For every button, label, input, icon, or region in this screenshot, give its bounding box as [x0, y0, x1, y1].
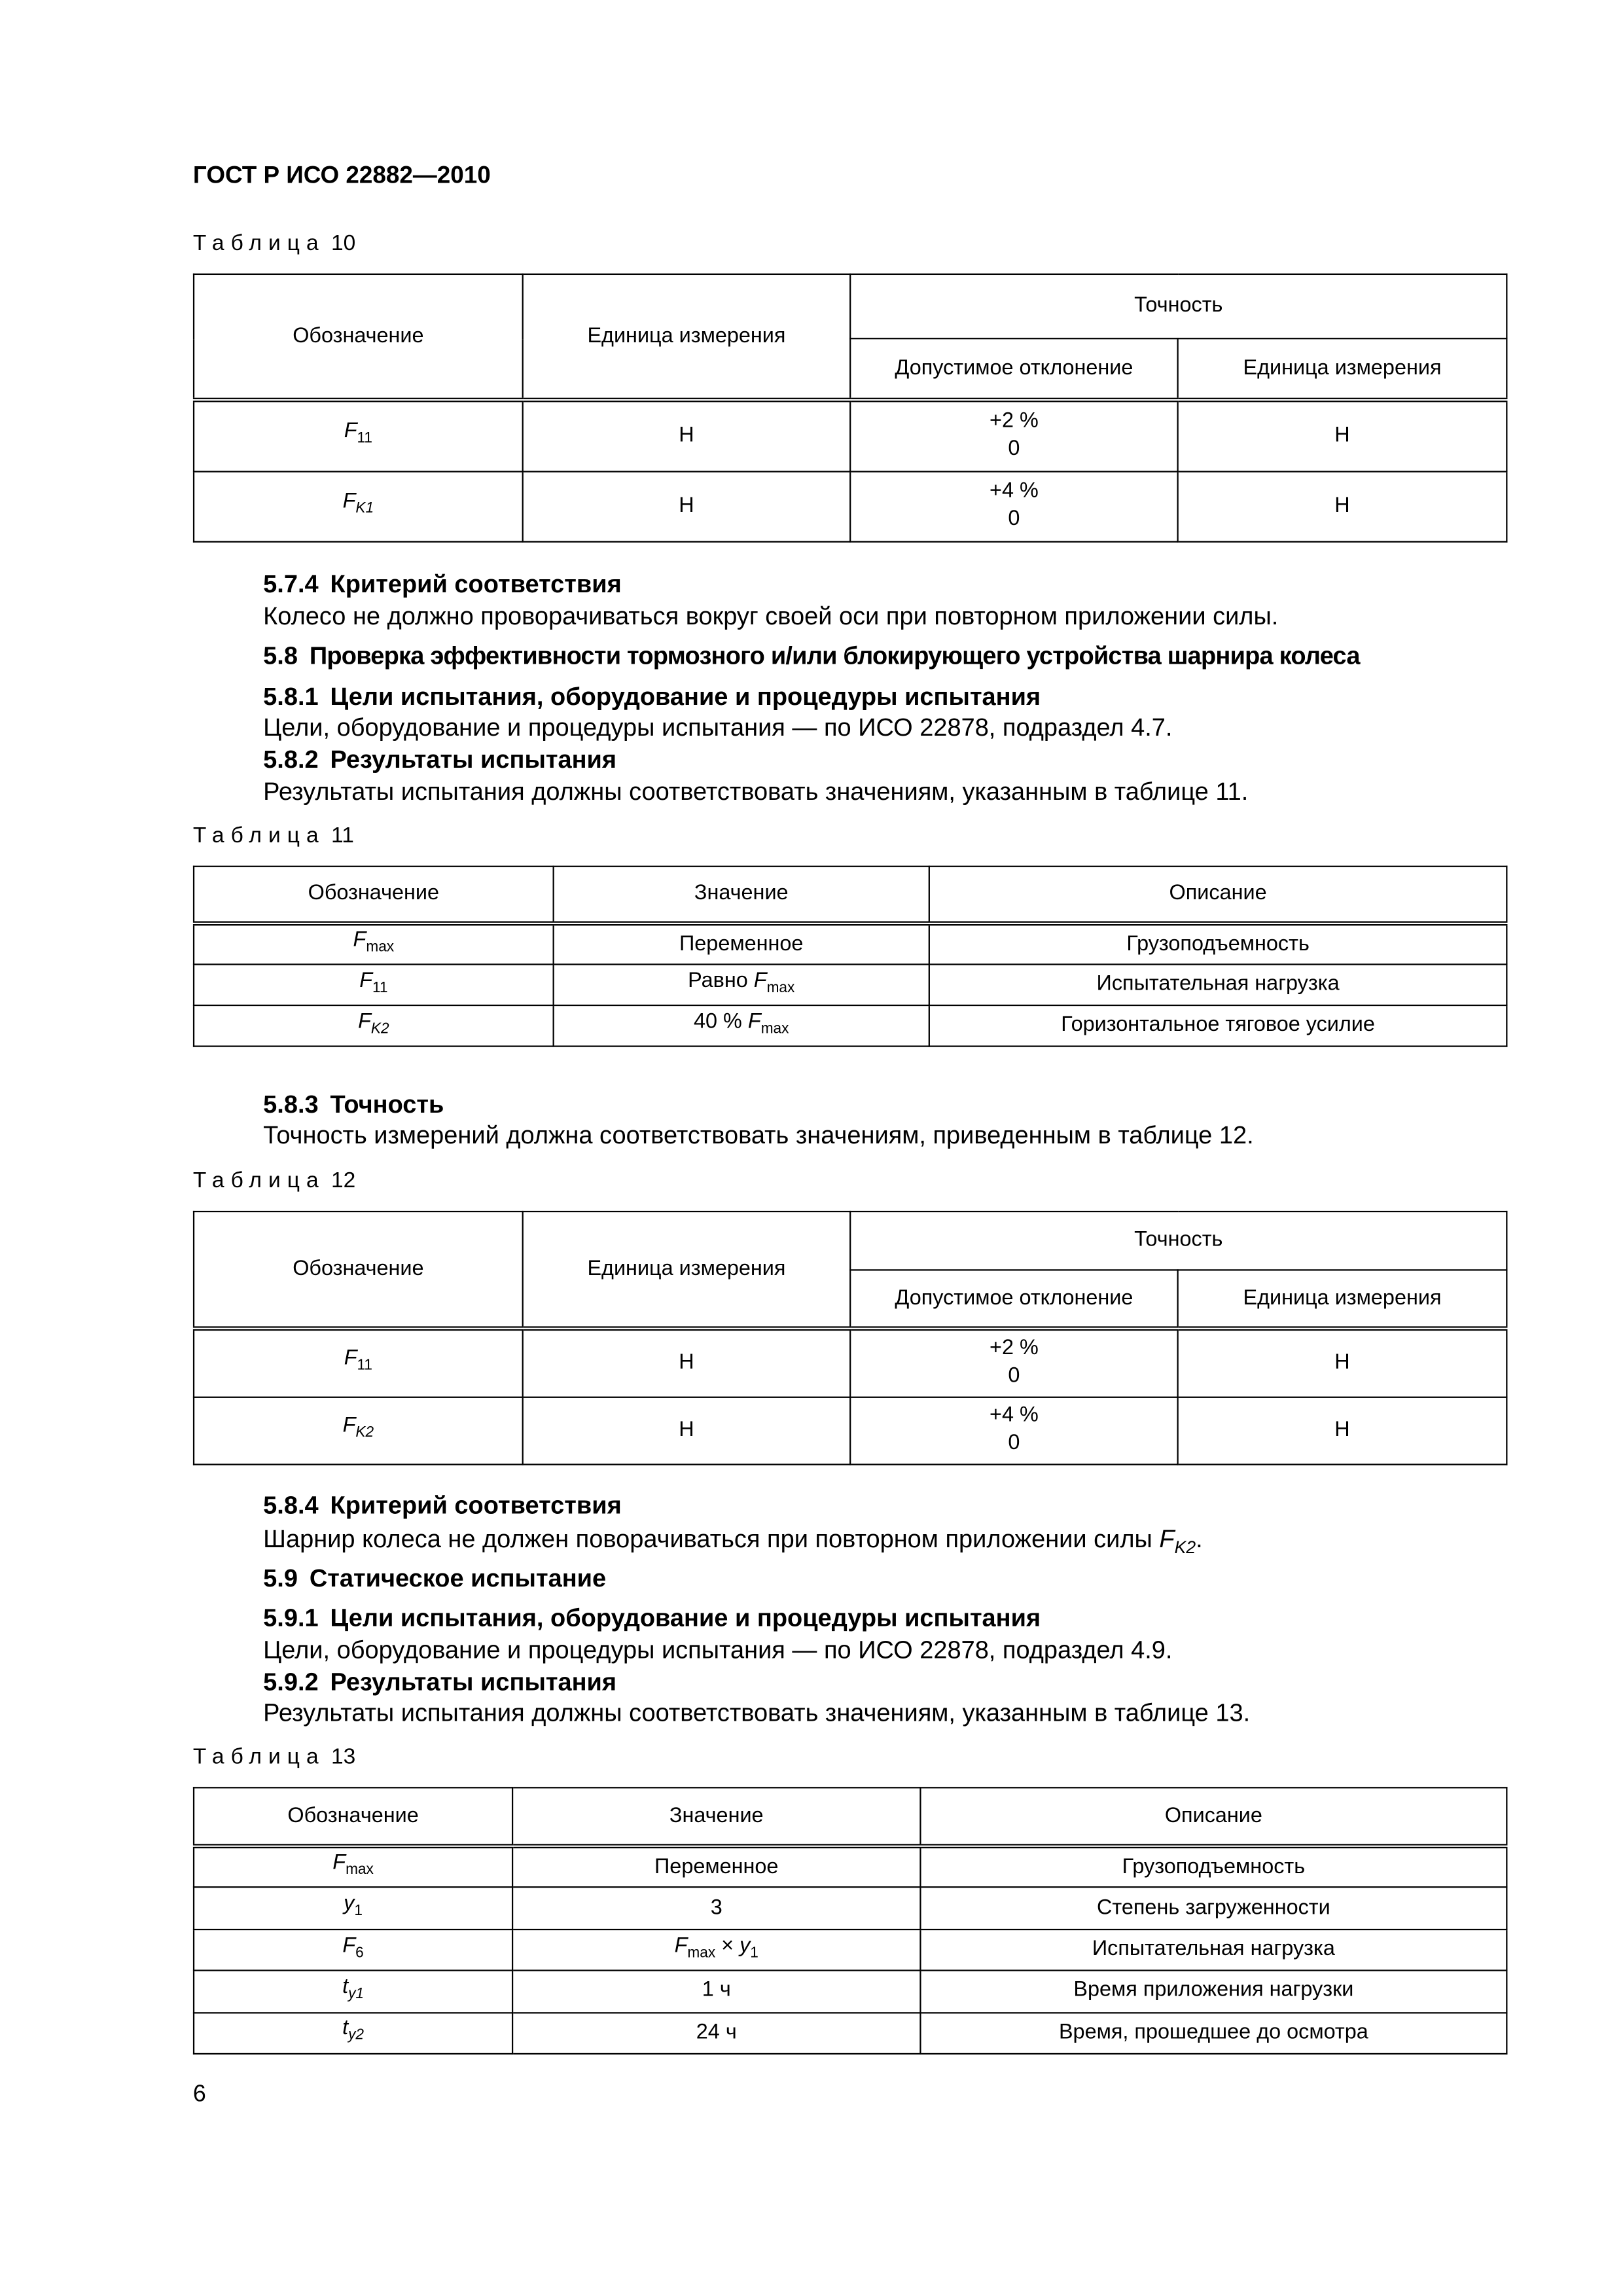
tolerance-line: 0 — [1008, 507, 1020, 531]
cell-text-segment: F — [332, 1852, 346, 1876]
table-row — [194, 1329, 1507, 1397]
accuracy-unit-cell: Н — [1178, 1329, 1507, 1397]
section-5-9-1-text: Цели, оборудование и процедуры испытания — по ИСО 22878, подраздел 4.9. — [263, 1636, 1173, 1664]
page-number: 6 — [192, 2082, 206, 2108]
header-value: Значение — [554, 867, 929, 924]
header-row — [194, 274, 1507, 338]
cell-text-segment: 1 ч — [702, 1979, 731, 2003]
symbol-cell — [194, 400, 523, 471]
section-5-8-1-heading: 5.8.1 Цели испытания, оборудование и процедуры испытания — [263, 683, 1041, 711]
header-symbol: Обозначение — [194, 1211, 523, 1329]
cell-text-segment: max — [346, 1863, 374, 1879]
cell-text-segment: max — [760, 1021, 789, 1037]
cell-text-segment: 11 — [372, 980, 388, 997]
tolerance-cell — [850, 400, 1177, 471]
tolerance-line: +4 % — [990, 1404, 1039, 1428]
header-description: Описание — [929, 867, 1507, 924]
cell-text-segment: max — [366, 940, 395, 956]
cell-text-segment: F — [359, 969, 372, 993]
document-header: ГОСТ Р ИСО 22882—2010 — [192, 162, 491, 189]
cell-text-segment: 11 — [357, 431, 373, 448]
section-5-8-2-text: Результаты испытания должны соответствовать значениям, указанным в таблице 11. — [263, 778, 1249, 806]
header-symbol: Обозначение — [194, 1787, 512, 1846]
value-cell — [512, 1971, 920, 2012]
header-accuracy: Точность — [850, 1211, 1507, 1270]
table-10 — [193, 274, 1508, 543]
symbol-cell — [194, 964, 554, 1005]
unit-cell: Н — [523, 1329, 850, 1397]
description-cell: Время, прошедшее до осмотра — [920, 2012, 1507, 2053]
value-cell — [554, 924, 929, 965]
unit-cell: Н — [523, 1397, 850, 1465]
table-row — [194, 1971, 1507, 2012]
cell-text-segment: 6 — [355, 1945, 364, 1962]
cell-text-segment: F — [747, 1010, 761, 1033]
header-description: Описание — [920, 1787, 1507, 1846]
table-row — [194, 1888, 1507, 1929]
section-5-8-3-heading: 5.8.3 Точность — [263, 1090, 444, 1119]
symbol-cell — [194, 2012, 512, 2053]
description-cell: Горизонтальное тяговое усилие — [929, 1005, 1507, 1047]
section-5-9-heading: 5.9 Статическое испытание — [263, 1564, 607, 1593]
value-cell — [512, 2012, 920, 2053]
description-cell: Время приложения нагрузки — [920, 1971, 1507, 2012]
header-unit: Единица измерения — [523, 274, 850, 400]
table-row — [194, 1397, 1507, 1465]
cell-text-segment: Равно — [688, 969, 754, 993]
symbol-cell — [194, 924, 554, 965]
cell-text-segment: y2 — [348, 2028, 365, 2045]
cell-text-segment: 11 — [357, 1358, 373, 1375]
cell-text-segment: F — [342, 1934, 356, 1958]
symbol-cell — [194, 1397, 523, 1465]
symbol-cell — [194, 1888, 512, 1929]
section-5-8-heading: 5.8 Проверка эффективности тормозного и/или блокирующего устройства шарнира колеса — [263, 641, 1360, 670]
cell-text-segment: 40 % — [694, 1010, 748, 1033]
cell-text-segment: K2 — [370, 1021, 389, 1037]
table-11-caption: Таблица 11 — [192, 823, 354, 848]
table-13-caption: Таблица 13 — [192, 1744, 356, 1770]
cell-text-segment: y1 — [348, 1986, 365, 2003]
section-5-8-2-heading: 5.8.2 Результаты испытания — [263, 745, 617, 774]
description-cell: Испытательная нагрузка — [929, 964, 1507, 1005]
section-5-7-4-text: Колесо не должно проворачиваться вокруг своей оси при повторном приложении силы. — [263, 602, 1279, 630]
cell-text-segment: max — [766, 980, 795, 997]
symbol-cell — [194, 1846, 512, 1888]
tolerance-line: +2 % — [990, 410, 1039, 433]
cell-text-segment: t — [342, 1975, 349, 2000]
cell-text-segment: K1 — [355, 501, 374, 518]
cell-text-segment: Переменное — [654, 1855, 779, 1879]
header-row — [194, 867, 1507, 924]
cell-text-segment: t — [342, 2017, 349, 2041]
header-accuracy-unit: Единица измерения — [1178, 338, 1507, 400]
accuracy-unit-cell: Н — [1178, 400, 1507, 471]
table-row — [194, 964, 1507, 1005]
table-row — [194, 1929, 1507, 1971]
table-row — [194, 471, 1507, 541]
cell-text-segment: y — [740, 1934, 751, 1958]
table-row — [194, 400, 1507, 471]
description-cell: Грузоподъемность — [929, 924, 1507, 965]
tolerance-line: 0 — [1008, 437, 1020, 461]
cell-text-segment: F — [344, 1347, 357, 1371]
table-13 — [193, 1787, 1508, 2054]
unit-cell: Н — [523, 471, 850, 541]
section-5-8-3-text: Точность измерений должна соответствовать значениям, приведенным в таблице 12. — [263, 1121, 1254, 1150]
section-5-8-4-text: Шарнир колеса не должен поворачиваться при повторном приложении силы $F_{K2}$. — [263, 1525, 1203, 1558]
symbol-cell — [194, 1929, 512, 1971]
cell-text-segment: Переменное — [679, 932, 804, 956]
section-5-9-1-heading: 5.9.1 Цели испытания, оборудование и процедуры испытания — [263, 1604, 1041, 1632]
symbol-cell — [194, 1005, 554, 1047]
table-12 — [193, 1211, 1508, 1465]
value-cell — [554, 1005, 929, 1047]
cell-text-segment: F — [358, 1010, 371, 1033]
description-cell: Испытательная нагрузка — [920, 1929, 1507, 1971]
table-11 — [193, 866, 1508, 1047]
header-unit: Единица измерения — [523, 1211, 850, 1329]
symbol-cell — [194, 1971, 512, 2012]
table-12-caption: Таблица 12 — [192, 1168, 356, 1194]
cell-text-segment: F — [342, 490, 356, 514]
description-cell: Степень загруженности — [920, 1888, 1507, 1929]
description-cell: Грузоподъемность — [920, 1846, 1507, 1888]
section-5-7-4-heading: 5.7.4 Критерий соответствия — [263, 570, 622, 598]
cell-text-segment: K2 — [355, 1426, 374, 1442]
tolerance-cell — [850, 1397, 1177, 1465]
section-5-8-1-text: Цели, оборудование и процедуры испытания — по ИСО 22878, подраздел 4.7. — [263, 713, 1173, 742]
table-row — [194, 1846, 1507, 1888]
section-5-9-2-heading: 5.9.2 Результаты испытания — [263, 1668, 617, 1696]
cell-text-segment: y — [344, 1892, 355, 1916]
cell-text-segment: 1 — [354, 1903, 363, 1920]
cell-text-segment: F — [674, 1934, 688, 1958]
cell-text-segment: max — [687, 1945, 716, 1962]
symbol-cell — [194, 471, 523, 541]
cell-text-segment: F — [342, 1414, 356, 1439]
header-symbol: Обозначение — [194, 867, 554, 924]
header-row — [194, 1211, 1507, 1270]
cell-text-segment: 3 — [710, 1895, 722, 1920]
header-tolerance: Допустимое отклонение — [850, 1270, 1177, 1328]
cell-text-segment: F — [344, 420, 357, 444]
cell-text-segment: F — [753, 969, 767, 993]
value-cell — [554, 964, 929, 1005]
cell-text-segment: 1 — [750, 1945, 758, 1962]
cell-text-segment: F — [353, 929, 366, 952]
header-accuracy: Точность — [850, 274, 1507, 338]
header-tolerance: Допустимое отклонение — [850, 338, 1177, 400]
tolerance-line: +4 % — [990, 480, 1039, 504]
tolerance-line: 0 — [1008, 1431, 1020, 1456]
tolerance-line: +2 % — [990, 1336, 1039, 1361]
header-symbol: Обозначение — [194, 274, 523, 400]
header-value: Значение — [512, 1787, 920, 1846]
table-row — [194, 2012, 1507, 2053]
accuracy-unit-cell: Н — [1178, 1397, 1507, 1465]
header-row — [194, 1787, 1507, 1846]
value-cell — [512, 1846, 920, 1888]
header-accuracy-unit: Единица измерения — [1178, 1270, 1507, 1328]
tolerance-line: 0 — [1008, 1365, 1020, 1388]
accuracy-unit-cell: Н — [1178, 471, 1507, 541]
table-row — [194, 1005, 1507, 1047]
value-cell — [512, 1929, 920, 1971]
cell-text-segment: 24 ч — [696, 2020, 737, 2044]
section-5-8-4-heading: 5.8.4 Критерий соответствия — [263, 1491, 622, 1520]
section-5-9-2-text: Результаты испытания должны соответствовать значениям, указанным в таблице 13. — [263, 1699, 1251, 1727]
tolerance-cell — [850, 1329, 1177, 1397]
table-10-caption: Таблица 10 — [192, 231, 356, 256]
table-row — [194, 924, 1507, 965]
value-cell — [512, 1888, 920, 1929]
cell-text-segment: × — [715, 1934, 740, 1958]
symbol-cell — [194, 1329, 523, 1397]
unit-cell: Н — [523, 400, 850, 471]
tolerance-cell — [850, 471, 1177, 541]
